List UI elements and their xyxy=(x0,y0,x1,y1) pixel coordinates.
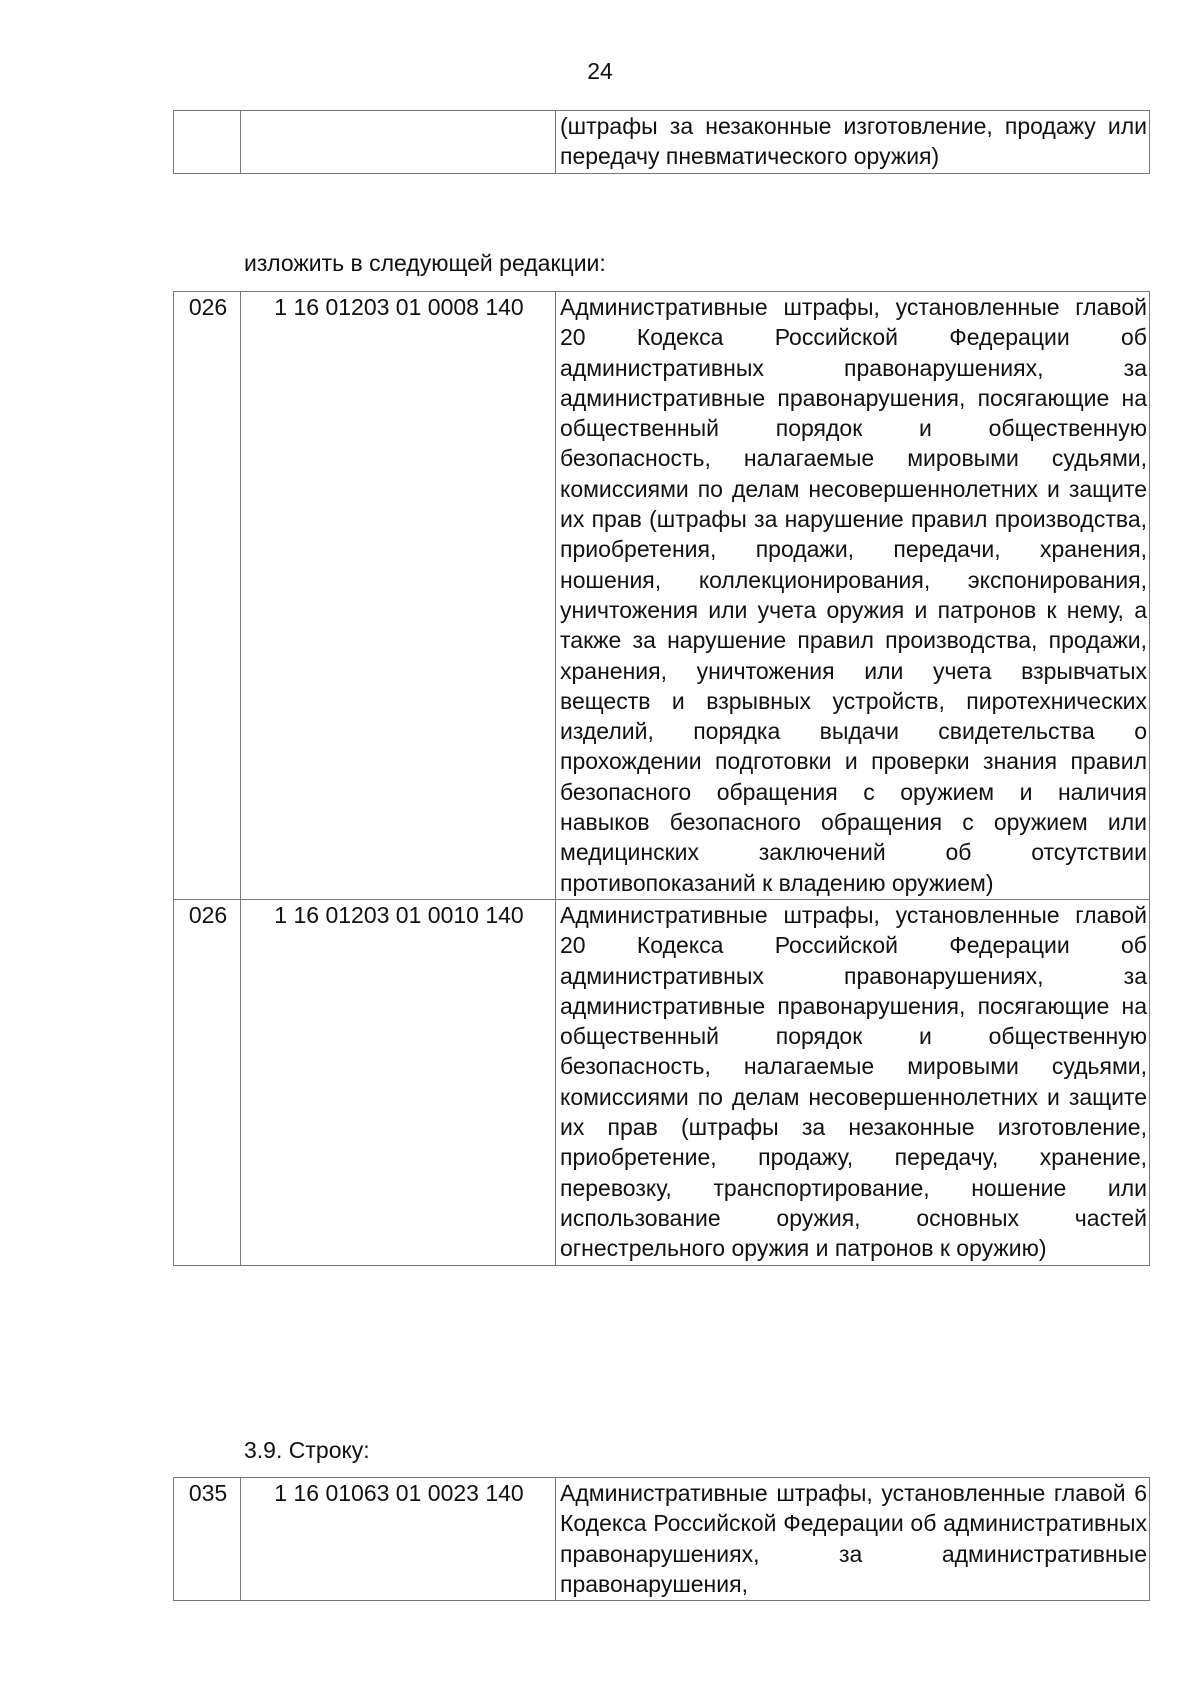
row-number-cell: 035 xyxy=(174,1478,241,1601)
description-cell: (штрафы за незаконные изготовление, продажу или передачу пневматического оружия) xyxy=(556,111,1150,174)
description-cell: Административные штрафы, установленные главой 20 Кодекса Российской Федерации об административных правонарушениях, за административные правонарушения, посягающие на общественный порядок и общественную безопасность, налагаемые мировыми судьями, комиссиями по делам несовершеннолетних и защите их прав (штрафы за незаконные изготовление, приобретение, продажу, передачу, хранение, перевозку, транспортирование, ношение или использование оружия, основных частей огнестрельного оружия и патронов к оружию) xyxy=(556,899,1150,1265)
table-row xyxy=(174,111,1150,174)
description-cell: Административные штрафы, установленные главой 20 Кодекса Российской Федерации об административных правонарушениях, за административные правонарушения, посягающие на общественный порядок и общественную безопасность, налагаемые мировыми судьями, комиссиями по делам несовершеннолетних и защите их прав (штрафы за нарушение правил производства, приобретения, продажи, передачи, хранения, ношения, коллекционирования, экспонирования, уничтожения или учета оружия и патронов к нему, а также за нарушение правил производства, продажи, хранения, уничтожения или учета взрывчатых веществ и взрывных устройств, пиротехнических изделий, порядка выдачи свидетельства о прохождении подготовки и проверки знания правил безопасного обращения с оружием и наличия навыков безопасного обращения с оружием или медицинских заключений об отсутствии противопоказаний к владению оружием) xyxy=(556,292,1150,900)
table-row xyxy=(174,899,1150,1265)
row-number-cell xyxy=(174,111,241,174)
table-row xyxy=(174,1478,1150,1601)
description-cell: Административные штрафы, установленные главой 6 Кодекса Российской Федерации об административных правонарушениях, за административные правонарушения, xyxy=(556,1478,1150,1601)
budget-code-cell: 1 16 01203 01 0010 140 xyxy=(241,899,556,1265)
section-heading: 3.9. Строку: xyxy=(244,1437,370,1463)
table-next xyxy=(173,1477,1150,1601)
page-number: 24 xyxy=(587,58,613,84)
row-number-cell: 026 xyxy=(174,292,241,900)
row-number-cell: 026 xyxy=(174,899,241,1265)
table-fragment-top xyxy=(173,110,1150,174)
budget-code-cell: 1 16 01203 01 0008 140 xyxy=(241,292,556,900)
table-row xyxy=(174,292,1150,900)
budget-code-cell xyxy=(241,111,556,174)
paragraph-instruction: изложить в следующей редакции: xyxy=(244,250,606,276)
budget-code-cell: 1 16 01063 01 0023 140 xyxy=(241,1478,556,1601)
table-replacement xyxy=(173,291,1150,1266)
